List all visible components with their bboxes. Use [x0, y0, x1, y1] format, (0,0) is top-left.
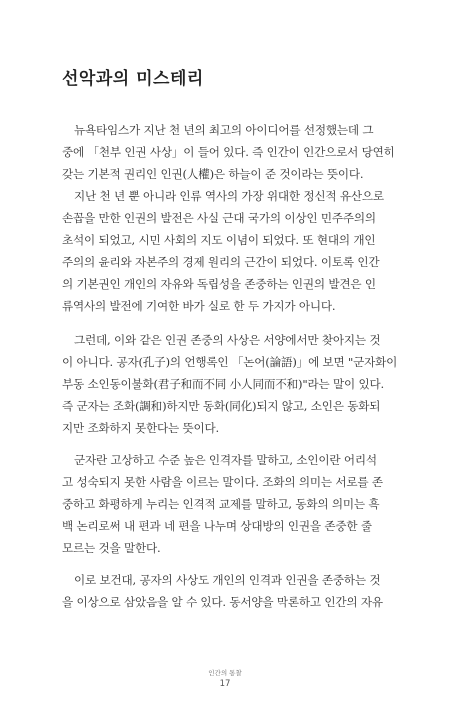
- text-line: 초석이 되었고, 시민 사회의 지도 이념이 되었다. 또 현대의 개인: [62, 233, 376, 247]
- text-line: 그런데, 이와 같은 인권 존중의 사상은 서양에서만 찾아지는 것: [74, 333, 381, 347]
- text-line: 이 아니다. 공자(孔子)의 언행록인 「논어(論語)」에 보면 "군자화이: [62, 355, 398, 369]
- text-line: 주의의 윤리와 자본주의 경제 원리의 근간이 되었다. 이토록 인간: [62, 255, 380, 269]
- text-line: 의 기본권인 개인의 자유와 독립성을 존중하는 인권의 발견은 인: [62, 277, 376, 291]
- text-line: 갖는 기본적 권리인 인권(人權)은 하늘이 준 것이라는 뜻이다.: [62, 167, 364, 181]
- text-line: 뉴욕타임스가 지난 천 년의 최고의 아이디어를 선정했는데 그: [74, 123, 374, 137]
- text-line: 중에 「천부 인권 사상」이 들어 있다. 즉 인간이 인간으로서 당연히: [62, 145, 395, 159]
- text-line: 부동 소인동이불화(君子和而不同 小人同而不和)"라는 말이 있다.: [62, 377, 384, 391]
- text-line: 지난 천 년 뿐 아니라 인류 역사의 가장 위대한 정신적 유산으로: [74, 189, 384, 203]
- text-line: 즉 군자는 조화(調和)하지만 동화(同化)되지 않고, 소인은 동화되: [62, 399, 381, 413]
- page-number: 17: [219, 679, 231, 689]
- text-line: 백 논리로써 내 편과 네 편을 나누며 상대방의 인권을 존중한 줄: [62, 519, 372, 533]
- running-footer-title: 인간의 통찰: [208, 669, 242, 677]
- text-line: 고 성숙되지 못한 사람을 이르는 말이다. 조화의 의미는 서로를 존: [62, 475, 383, 489]
- text-line: 이로 보건대, 공자의 사상도 개인의 인격과 인권을 존중하는 것: [74, 573, 381, 587]
- text-line: 을 이상으로 삼았음을 알 수 있다. 동서양을 막론하고 인간의 자유: [62, 595, 383, 609]
- text-line: 손꼽을 만한 인권의 발전은 사실 근대 국가의 이상인 민주주의의: [62, 211, 376, 225]
- text-line: 중하고 화평하게 누리는 인격적 교제를 말하고, 동화의 의미는 흑: [62, 497, 380, 511]
- text-line: 모르는 것을 말한다.: [62, 541, 161, 555]
- text-line: 지만 조화하지 못한다는 뜻이다.: [62, 421, 219, 435]
- chapter-title: 선악과의 미스테리: [62, 69, 204, 89]
- text-line: 군자란 고상하고 수준 높은 인격자를 말하고, 소인이란 어리석: [74, 453, 377, 467]
- text-line: 류역사의 발전에 기여한 바가 실로 한 두 가지가 아니다.: [62, 299, 336, 313]
